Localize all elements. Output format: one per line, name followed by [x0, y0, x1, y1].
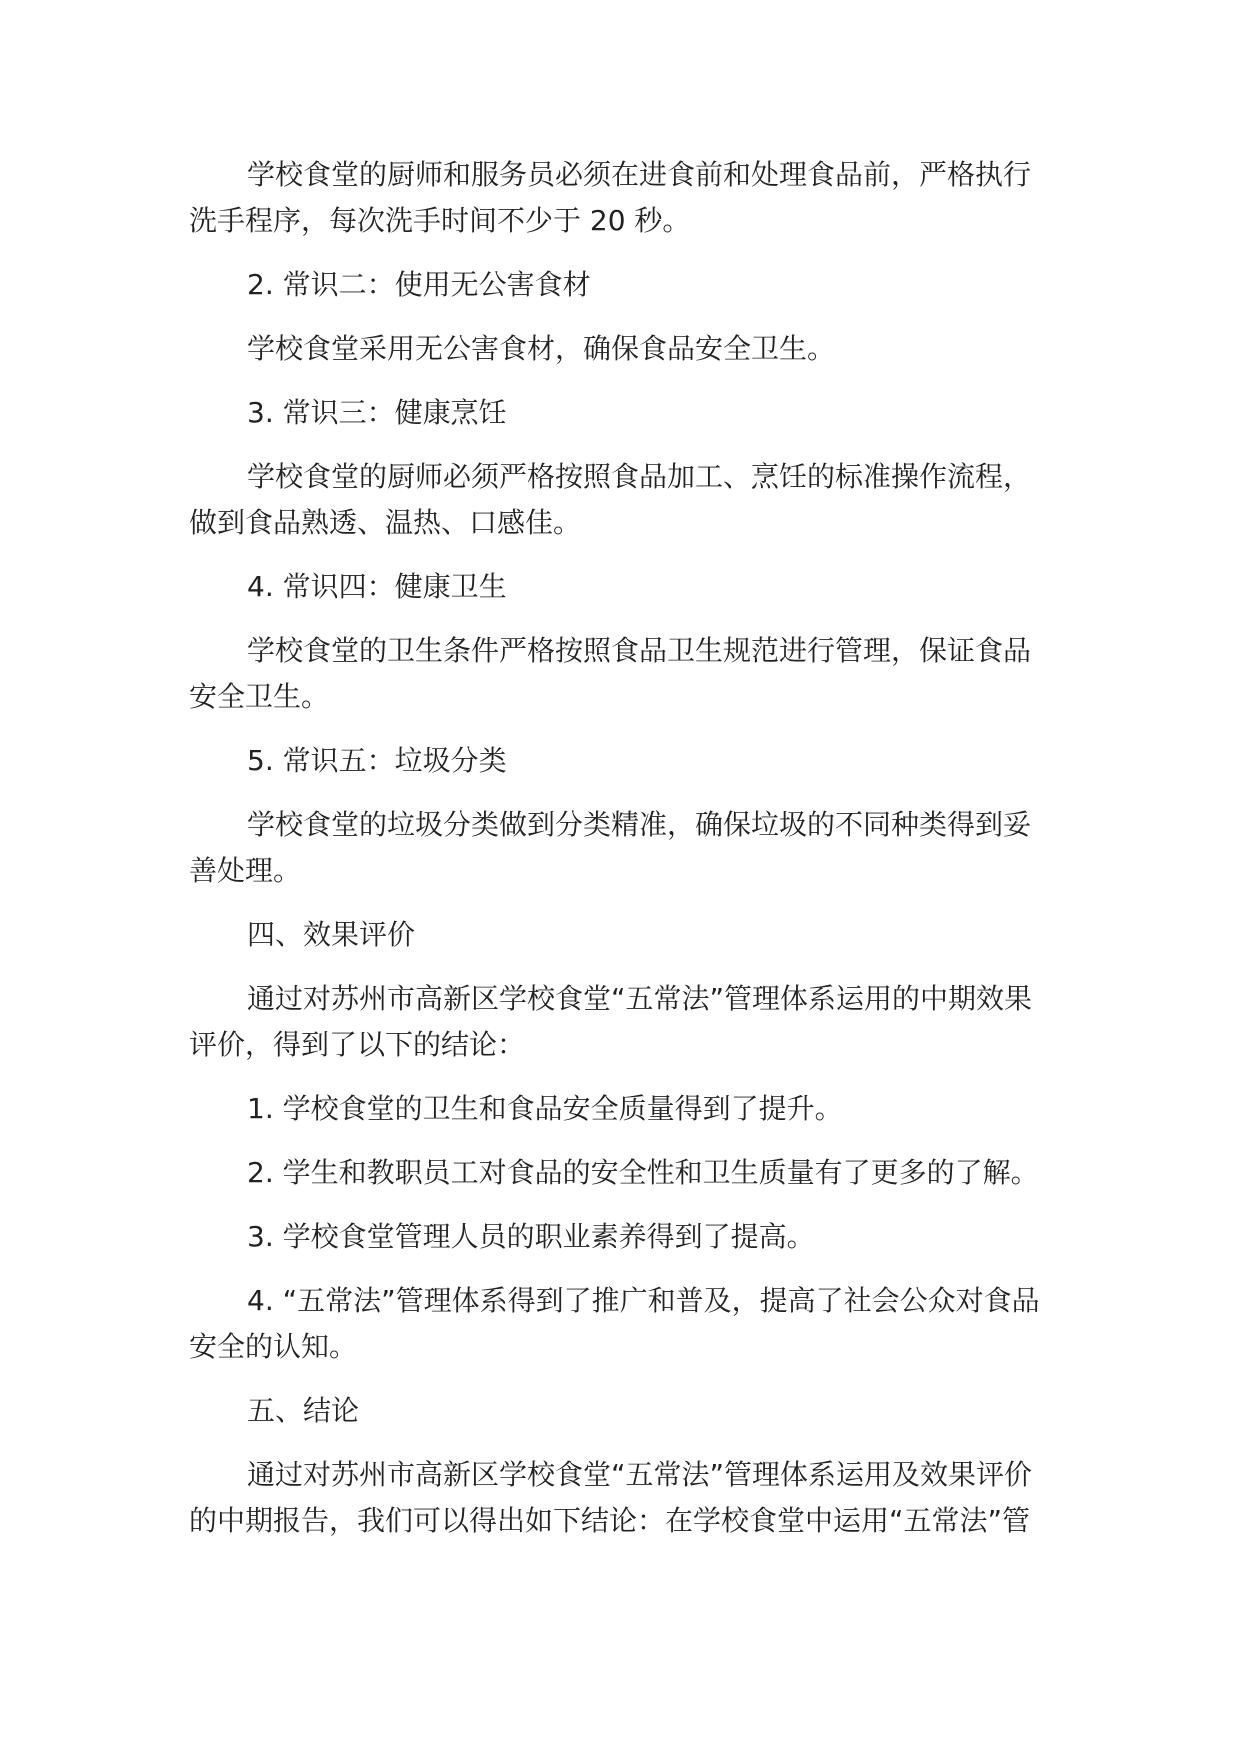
- heading-common-sense-5: 5. 常识五：垃圾分类: [247, 744, 507, 777]
- heading-common-sense-2: 2. 常识二：使用无公害食材: [247, 268, 591, 301]
- paragraph-healthy-cooking: 学校食堂的厨师必须严格按照食品加工、烹饪的标准操作流程，做到食品熟透、温热、口感佳。: [189, 460, 1032, 539]
- paragraph-evaluation-intro: 通过对苏州市高新区学校食堂“五常法”管理体系运用的中期效果评价，得到了以下的结论：: [189, 982, 1033, 1061]
- heading-common-sense-3: 3. 常识三：健康烹饪: [247, 396, 507, 429]
- paragraph-conclusion: 通过对苏州市高新区学校食堂“五常法”管理体系运用及效果评价的中期报告，我们可以得出如下结论：在学校食堂中运用“五常法”管: [189, 1458, 1033, 1537]
- paragraph-handwashing: 学校食堂的厨师和服务员必须在进食前和处理食品前，严格执行洗手程序，每次洗手时间不少于 20 秒。: [189, 158, 1032, 237]
- list-item-conclusion-3: 3. 学校食堂管理人员的职业素养得到了提高。: [247, 1220, 815, 1253]
- list-item-conclusion-2: 2. 学生和教职员工对食品的安全性和卫生质量有了更多的了解。: [247, 1156, 1039, 1189]
- paragraph-waste-sorting: 学校食堂的垃圾分类做到分类精准，确保垃圾的不同种类得到妥善处理。: [189, 808, 1032, 887]
- paragraph-pollution-free-ingredients: 学校食堂采用无公害食材，确保食品安全卫生。: [247, 332, 836, 365]
- paragraph-hygiene: 学校食堂的卫生条件严格按照食品卫生规范进行管理，保证食品安全卫生。: [189, 634, 1032, 713]
- list-item-conclusion-1: 1. 学校食堂的卫生和食品安全质量得到了提升。: [247, 1092, 843, 1125]
- heading-conclusion: 五、结论: [247, 1394, 360, 1427]
- document-body: [189, 152, 1045, 1562]
- heading-evaluation: 四、效果评价: [247, 918, 416, 951]
- list-item-conclusion-4: 4. “五常法”管理体系得到了推广和普及，提高了社会公众对食品安全的认知。: [189, 1284, 1040, 1363]
- heading-common-sense-4: 4. 常识四：健康卫生: [247, 570, 507, 603]
